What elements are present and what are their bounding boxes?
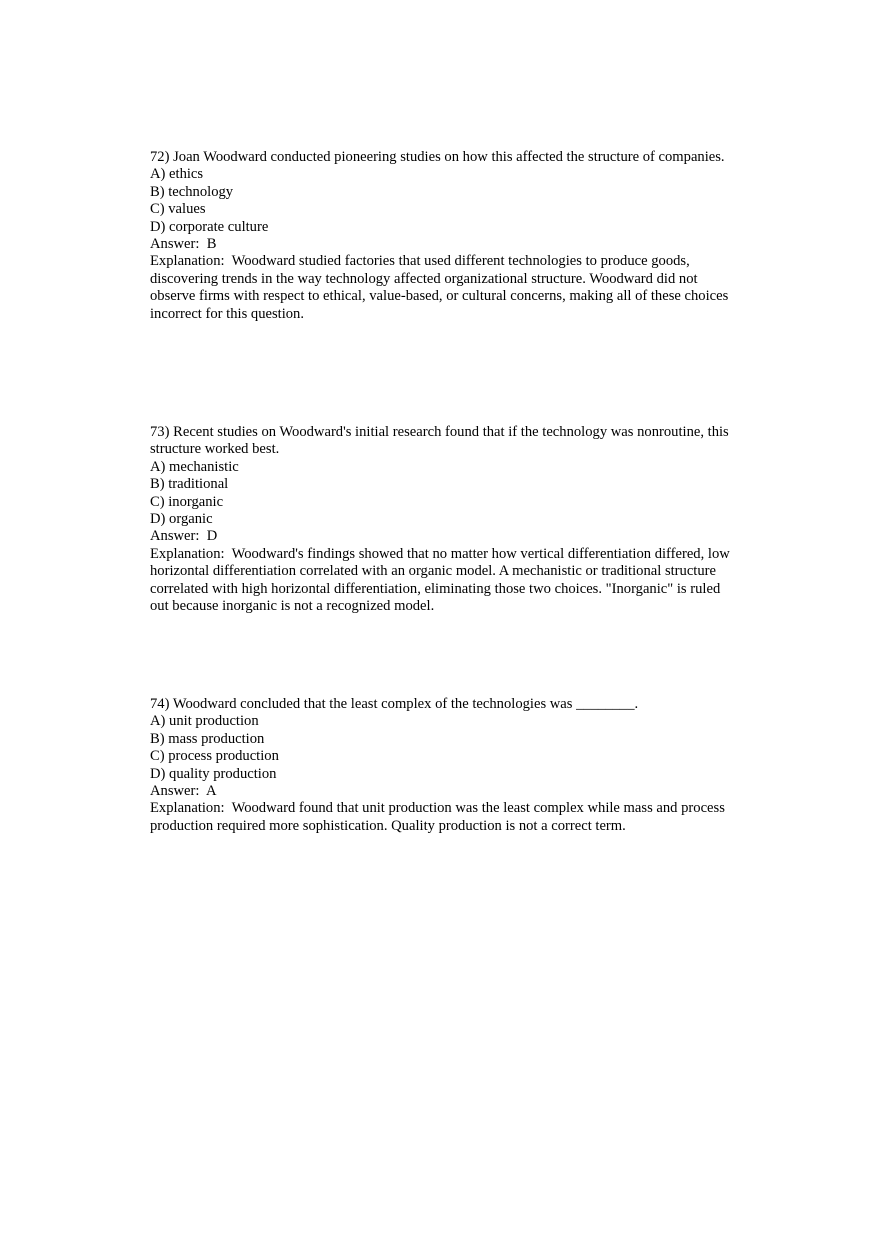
option-a: A) mechanistic	[150, 458, 239, 475]
explanation-text: Explanation: Woodward studied factories that used different technologies to produce goods, discovering trends in the way technology affected organizational structure. Woodward did not observe firms with respect to ethical, value-based, or cultural concerns, making all of these choices incorrect for this question.	[150, 253, 732, 322]
question-74	[150, 696, 730, 835]
option-c: C) values	[150, 201, 206, 218]
option-d: D) organic	[150, 511, 213, 528]
explanation-text: Explanation: Woodward found that unit production was the least complex while mass and process production required more sophistication. Quality production is not a correct term.	[150, 800, 729, 834]
question-73	[150, 424, 734, 615]
answer-line: Answer: A	[150, 783, 217, 800]
question-72	[150, 149, 730, 323]
question-stem: 72) Joan Woodward conducted pioneering studies on how this affected the structure of companies.	[150, 149, 725, 165]
answer-line: Answer: B	[150, 236, 217, 253]
option-b: B) traditional	[150, 476, 229, 493]
option-a: A) unit production	[150, 713, 259, 730]
option-c: C) process production	[150, 748, 279, 765]
answer-line: Answer: D	[150, 528, 218, 545]
option-b: B) technology	[150, 183, 234, 200]
question-stem: 73) Recent studies on Woodward's initial research found that if the technology was nonroutine, this structure worked best.	[150, 424, 729, 458]
question-stem: 74) Woodward concluded that the least complex of the technologies was ________.	[150, 696, 639, 712]
explanation-text: Explanation: Woodward's findings showed that no matter how vertical differentiation differed, low horizontal differentiation correlated with an organic model. A mechanistic or traditional structure correlated with high horizontal differentiation, eliminating those two choices. "Inorganic" is ruled out because inorganic is not a recognized model.	[150, 545, 734, 615]
option-c: C) inorganic	[150, 493, 224, 510]
option-d: D) quality production	[150, 765, 277, 782]
option-b: B) mass production	[150, 730, 265, 747]
option-a: A) ethics	[150, 166, 204, 183]
option-d: D) corporate culture	[150, 218, 269, 235]
